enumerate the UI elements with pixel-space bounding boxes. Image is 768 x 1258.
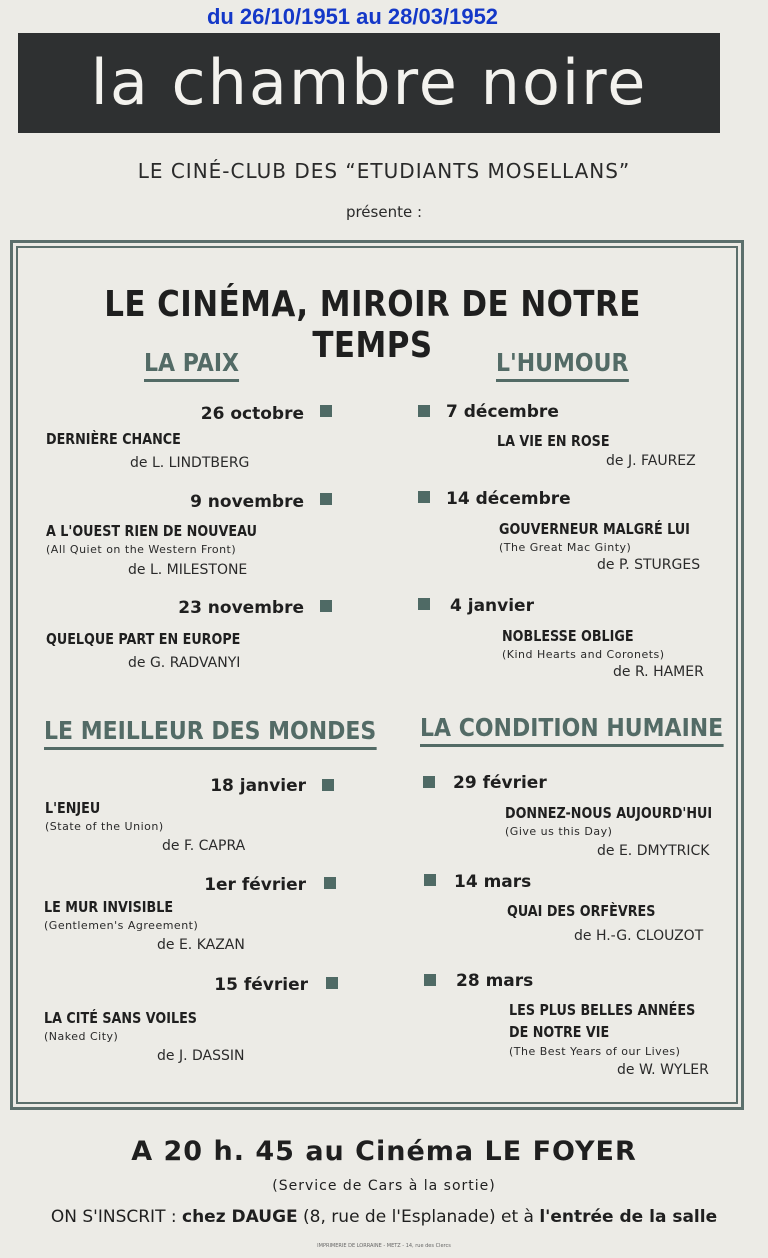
square-bullet-icon	[324, 877, 336, 889]
film-title: LE MUR INVISIBLE	[44, 898, 174, 916]
film-director: de J. FAUREZ	[606, 453, 696, 469]
presente-label: présente :	[345, 203, 423, 221]
film-director: de G. RADVANYI	[128, 655, 241, 671]
club-name: LE CINÉ-CLUB DES “ETUDIANTS MOSELLANS”	[137, 159, 631, 183]
banner-title: la chambre noire	[18, 33, 720, 133]
film-director: de R. HAMER	[613, 664, 704, 680]
film-director: de P. STURGES	[597, 557, 701, 573]
film-director: de L. MILESTONE	[128, 562, 248, 578]
film-original-title: (Gentlemen's Agreement)	[44, 919, 199, 932]
film-title: DONNEZ-NOUS AUJOURD'HUI	[505, 804, 713, 822]
screening-date: 9 novembre	[190, 492, 304, 512]
film-director: de E. KAZAN	[157, 937, 245, 953]
square-bullet-icon	[423, 776, 435, 788]
square-bullet-icon	[418, 491, 430, 503]
film-title: GOUVERNEUR MALGRÉ LUI	[499, 520, 690, 538]
printer-credit: IMPRIMERIE DE LORRAINE - METZ - 14, rue des Clercs	[317, 1243, 451, 1249]
square-bullet-icon	[322, 779, 334, 791]
screening-date: 15 février	[214, 975, 308, 995]
film-title: LA VIE EN ROSE	[497, 432, 610, 450]
square-bullet-icon	[326, 977, 338, 989]
screening-date: 28 mars	[456, 971, 534, 991]
film-director: de F. CAPRA	[162, 838, 246, 854]
screening-date: 14 décembre	[446, 489, 571, 509]
film-title: QUELQUE PART EN EUROPE	[46, 630, 241, 648]
film-original-title: (The Best Years of our Lives)	[509, 1045, 681, 1058]
film-original-title: (Give us this Day)	[505, 825, 613, 838]
venue-line: A 20 h. 45 au Cinéma LE FOYER	[131, 1136, 637, 1167]
section-title-la-paix: LA PAIX	[144, 348, 239, 382]
section-title-l-humour: L'HUMOUR	[496, 348, 628, 382]
film-title: LES PLUS BELLES ANNÉES	[509, 1001, 696, 1019]
screening-date: 7 décembre	[446, 402, 559, 422]
signup-line	[0, 1207, 768, 1227]
film-director: de J. DASSIN	[157, 1048, 245, 1064]
film-director: de W. WYLER	[617, 1062, 709, 1078]
film-director: de L. LINDTBERG	[130, 455, 250, 471]
square-bullet-icon	[418, 598, 430, 610]
film-director: de H.-G. CLOUZOT	[574, 928, 704, 944]
section-title-le-meilleur-des-mondes: LE MEILLEUR DES MONDES	[44, 716, 376, 750]
square-bullet-icon	[424, 974, 436, 986]
square-bullet-icon	[418, 405, 430, 417]
screening-date: 18 janvier	[210, 776, 306, 796]
film-original-title: (All Quiet on the Western Front)	[46, 543, 237, 556]
film-original-title: (Kind Hearts and Coronets)	[502, 648, 665, 661]
film-title: QUAI DES ORFÈVRES	[507, 902, 656, 920]
square-bullet-icon	[424, 874, 436, 886]
film-title: L'ENJEU	[45, 799, 101, 817]
program-title: LE CINÉMA, MIROIR DE NOTRE TEMPS	[104, 284, 641, 366]
service-note: (Service de Cars à la sortie)	[272, 1178, 496, 1194]
square-bullet-icon	[320, 405, 332, 417]
screening-date: 14 mars	[454, 872, 532, 892]
film-original-title: (State of the Union)	[45, 820, 164, 833]
section-title-la-condition-humaine: LA CONDITION HUMAINE	[420, 713, 723, 747]
screening-date: 1er février	[204, 875, 306, 895]
screening-date: 29 février	[453, 773, 547, 793]
screening-date: 26 octobre	[200, 404, 304, 424]
film-title: NOBLESSE OBLIGE	[502, 627, 634, 645]
signup-end: l'entrée de la salle	[539, 1207, 718, 1227]
film-title: LA CITÉ SANS VOILES	[44, 1009, 197, 1027]
film-title: DERNIÈRE CHANCE	[46, 430, 181, 448]
square-bullet-icon	[320, 493, 332, 505]
date-range: du 26/10/1951 au 28/03/1952	[206, 4, 499, 29]
square-bullet-icon	[320, 600, 332, 612]
signup-address: (8, rue de l'Esplanade) et à	[303, 1207, 534, 1227]
signup-prefix: ON S'INSCRIT :	[50, 1207, 177, 1227]
film-original-title: (Naked City)	[44, 1030, 119, 1043]
film-title-line2: DE NOTRE VIE	[509, 1023, 610, 1041]
film-original-title: (The Great Mac Ginty)	[499, 541, 632, 554]
screening-date: 4 janvier	[450, 596, 534, 616]
screening-date: 23 novembre	[178, 598, 304, 618]
signup-where: chez DAUGE	[182, 1207, 298, 1227]
film-title: A L'OUEST RIEN DE NOUVEAU	[46, 522, 257, 540]
film-director: de E. DMYTRICK	[597, 843, 710, 859]
